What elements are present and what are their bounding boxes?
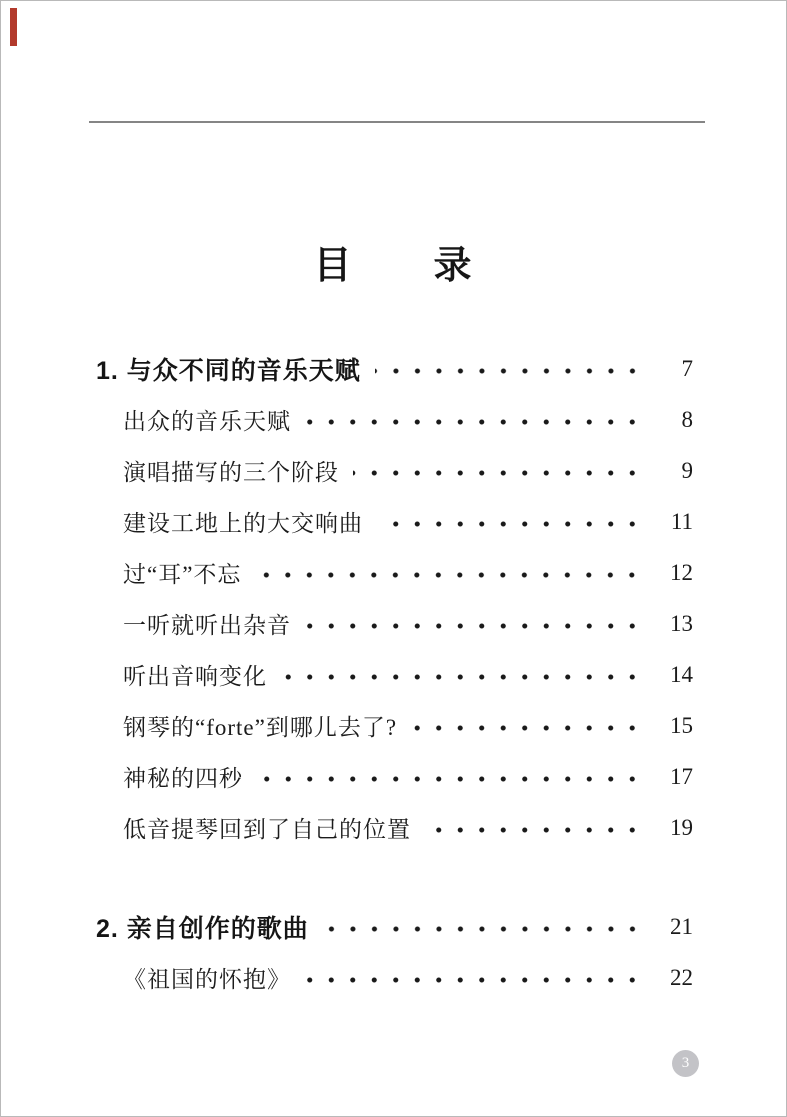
toc-entry-label: 《祖国的怀抱》 — [123, 967, 291, 992]
toc-row — [96, 343, 693, 394]
dot-leader — [257, 774, 643, 784]
dot-leader — [305, 621, 643, 631]
toc-entry-page-number: 14 — [670, 661, 693, 687]
toc-row — [96, 598, 693, 649]
toc-entry-label: 2. 亲自创作的歌曲 — [96, 914, 309, 943]
toc-title: 目 录 — [313, 245, 474, 287]
toc-entry-label: 钢琴的“forte”到哪儿去了? — [123, 715, 398, 740]
dot-leader — [305, 975, 643, 985]
dot-leader — [375, 366, 643, 376]
dot-leader — [323, 924, 643, 934]
toc-entry-page-number: 13 — [670, 610, 693, 636]
toc-entry-label: 一听就听出杂音 — [123, 613, 291, 638]
toc-entry-page-number: 8 — [681, 406, 693, 432]
toc-entry-page-number: 11 — [670, 508, 693, 534]
toc-entry-label: 低音提琴回到了自己的位置 — [123, 817, 411, 842]
toc-entry-page-number: 12 — [670, 559, 693, 585]
toc-entry-label: 1. 与众不同的音乐天赋 — [96, 356, 361, 385]
toc-entry-label: 演唱描写的三个阶段 — [123, 460, 339, 485]
toc-row — [96, 901, 693, 952]
toc-entry-page-number: 19 — [670, 814, 693, 840]
red-corner-mark — [10, 8, 17, 46]
toc-row — [96, 952, 693, 1003]
dot-leader — [281, 672, 643, 682]
toc-row — [96, 547, 693, 598]
toc-row — [96, 496, 693, 547]
toc-entry-label: 建设工地上的大交响曲 — [123, 511, 363, 536]
toc-row — [96, 751, 693, 802]
toc-entry-page-number: 22 — [670, 964, 693, 990]
page-number-badge: 3 — [672, 1050, 699, 1077]
toc-entry-label: 听出音响变化 — [123, 664, 267, 689]
toc-entry-page-number: 15 — [670, 712, 693, 738]
toc-entry-page-number: 21 — [670, 913, 693, 939]
toc-entry-page-number: 9 — [681, 457, 693, 483]
toc-entry-label: 过“耳”不忘 — [123, 562, 242, 587]
toc-row — [96, 802, 693, 853]
dot-leader — [305, 417, 643, 427]
toc-list — [96, 343, 693, 1003]
toc-entry-label: 神秘的四秒 — [123, 766, 243, 791]
dot-leader — [353, 468, 643, 478]
toc-entry-page-number: 17 — [670, 763, 693, 789]
dot-leader — [425, 825, 643, 835]
dot-leader — [255, 570, 643, 580]
dot-leader — [377, 519, 643, 529]
toc-entry-page-number: 7 — [681, 355, 693, 381]
dot-leader — [411, 723, 643, 733]
header-rule — [89, 121, 705, 123]
toc-row — [96, 649, 693, 700]
toc-entry-label: 出众的音乐天赋 — [123, 409, 291, 434]
toc-row — [96, 445, 693, 496]
toc-row — [96, 700, 693, 751]
toc-row — [96, 394, 693, 445]
